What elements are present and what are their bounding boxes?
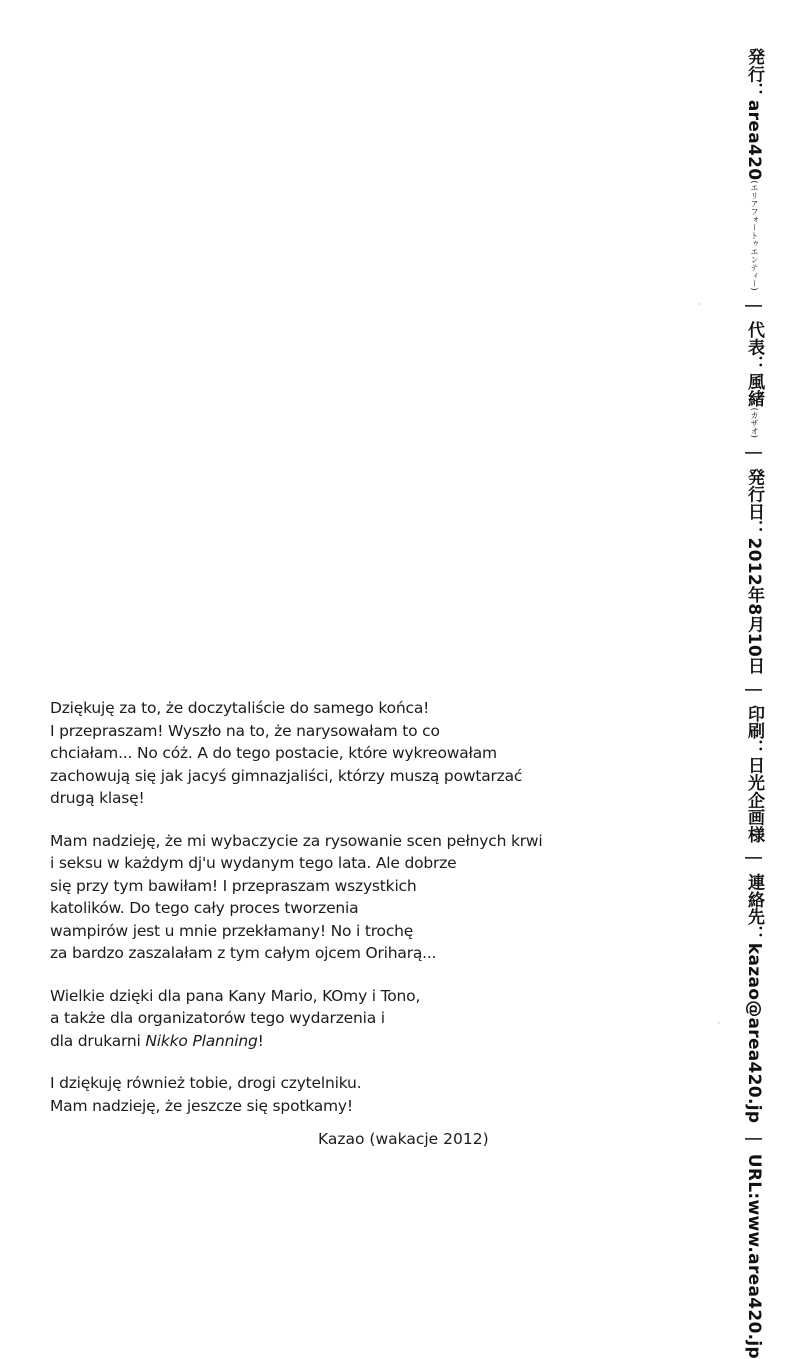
separator: |	[744, 302, 764, 309]
contact-label: 連絡先：	[744, 873, 764, 943]
separator: |	[744, 686, 764, 693]
printer-suffix: !	[257, 1031, 264, 1050]
afterword-paragraph-4	[50, 1072, 550, 1117]
representative-reading: (カザオ)	[750, 407, 759, 438]
text-line: za bardzo zaszalałam z tym całym ojcem Oriharą...	[50, 944, 437, 962]
text-line: i seksu w każdym dj'u wydanym tego lata. Ale dobrze	[50, 854, 457, 872]
afterword-text	[50, 697, 550, 1137]
text-line: katolików. Do tego cały proces tworzenia	[50, 899, 359, 917]
publisher-reading: (エリアフォートゥエンティー)	[750, 180, 759, 291]
printer-prefix: dla drukarni	[50, 1031, 146, 1050]
representative-label: 代表：	[744, 321, 764, 373]
signature: Kazao (wakacje 2012)	[318, 1130, 489, 1148]
publisher-label: 発行：	[744, 48, 764, 100]
date-label: 発行日：	[744, 468, 764, 538]
text-line: I dziękuję również tobie, drogi czytelniku.	[50, 1074, 362, 1092]
text-line-printer	[50, 1030, 550, 1053]
publish-date: 2012年8月10日	[744, 537, 764, 675]
afterword-paragraph-3	[50, 985, 550, 1053]
text-line: I przepraszam! Wyszło na to, że narysowałam to co	[50, 721, 440, 740]
text-line: a także dla organizatorów tego wydarzenia i	[50, 1009, 385, 1027]
representative-name: 風緒	[744, 372, 764, 408]
printer-label: 印刷：	[744, 704, 764, 757]
paper-speck	[698, 303, 700, 305]
text-line: chciałam... No cóż. A do tego postacie, które wykreowałam	[50, 744, 497, 762]
text-line: Wielkie dzięki dla pana Kany Mario, KOmy i Tono,	[50, 986, 421, 1005]
separator: |	[744, 450, 764, 457]
printer: 日光企画様	[744, 756, 764, 844]
text-line: Mam nadzieję, że mi wybaczycie za rysowanie scen pełnych krwi	[50, 831, 543, 850]
separator: |	[744, 855, 764, 862]
text-line: wampirów jest u mnie przekłamany! No i trochę	[50, 921, 414, 940]
website-url: www.area420.jp	[744, 1199, 764, 1359]
text-line: Mam nadzieję, że jeszcze się spotkamy!	[50, 1096, 353, 1115]
printer-name: Nikko Planning	[145, 1031, 258, 1050]
text-line: się przy tym bawiłam! I przepraszam wszystkich	[50, 876, 417, 895]
afterword-paragraph-1	[50, 697, 550, 810]
separator: |	[744, 1135, 764, 1142]
url-label: URL:	[744, 1153, 764, 1200]
text-line: drugą klasę!	[50, 789, 145, 807]
paper-speck	[718, 1022, 720, 1024]
colophon	[742, 48, 766, 1359]
text-line: zachowują się jak jacyś gimnazjaliści, którzy muszą powtarzać	[50, 766, 523, 785]
afterword-paragraph-2	[50, 830, 550, 965]
contact-email: kazao@area420.jp	[744, 942, 764, 1124]
text-line: Dziękuję za to, że doczytaliście do samego końca!	[50, 699, 430, 717]
publisher-name: area420	[744, 99, 764, 181]
